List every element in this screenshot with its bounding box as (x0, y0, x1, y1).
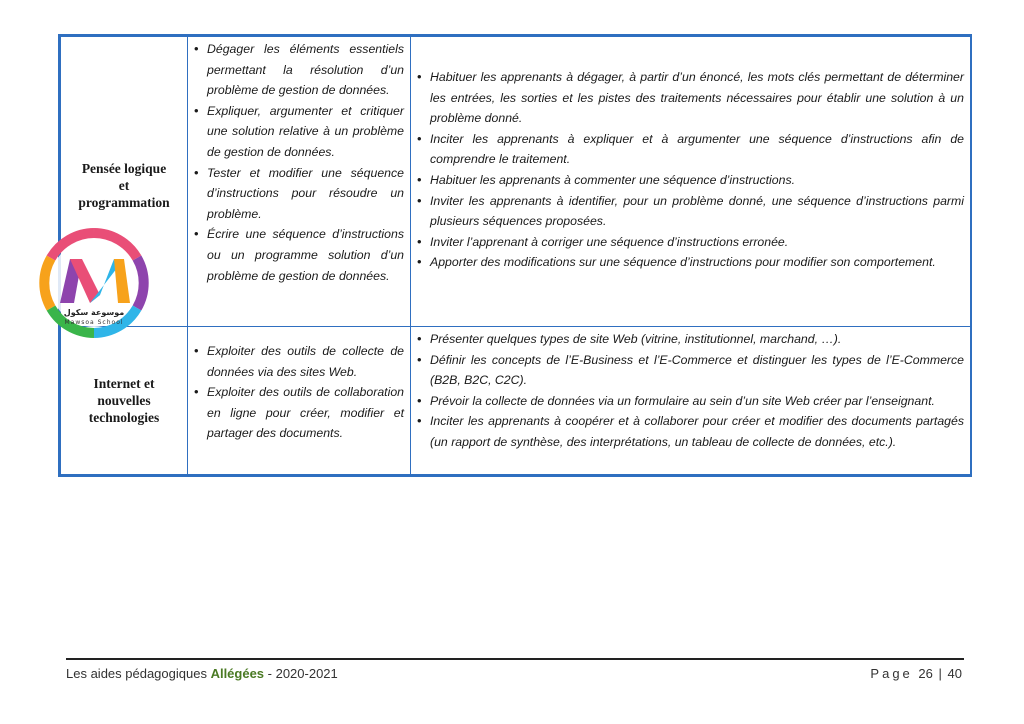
list-item: • Habituer les apprenants à dégager, à partir d’un énoncé, les mots clés permettant de déterminer les entrées, les sorties et les pistes des traitements nécessaires pour établir une solution à un problème donné. (413, 67, 964, 129)
theme-cell (61, 327, 188, 475)
activities-list (413, 329, 964, 453)
objectives-list (190, 341, 404, 444)
footer-title-prefix: Les aides pédagogiques (66, 666, 211, 681)
list-item: • Définir les concepts de l’E-Business et l’E-Commerce et distinguer les types de l’E-Commerce (B2B, B2C, C2C). (413, 350, 964, 391)
logo-arabic-text: موسوعة سكول (63, 308, 125, 317)
curriculum-grid (60, 36, 971, 475)
activities-cell (411, 37, 971, 327)
page-number (870, 666, 962, 681)
list-item: • Habituer les apprenants à commenter une séquence d’instructions. (413, 170, 964, 191)
page-label: Page (870, 666, 913, 681)
activities-list (413, 67, 964, 273)
watermark-logo (36, 225, 152, 341)
list-item: • Expliquer, argumenter et critiquer une solution relative à un problème de gestion de données. (190, 101, 404, 163)
list-item: • Tester et modifier une séquence d’instructions pour résoudre un problème. (190, 163, 404, 225)
list-item: • Inviter l’apprenant à corriger une séquence d’instructions erronée. (413, 232, 964, 253)
list-item: • Présenter quelques types de site Web (vitrine, institutionnel, marchand, …). (413, 329, 964, 350)
objectives-cell (188, 37, 411, 327)
page-current: 26 (918, 666, 933, 681)
footer-divider (66, 658, 964, 660)
theme-line: Internet et (93, 376, 155, 391)
theme-line: programmation (78, 195, 170, 210)
footer-title (66, 666, 338, 681)
list-item: • Apporter des modifications sur une séquence d’instructions pour modifier son comportement. (413, 252, 964, 273)
table-row (61, 37, 971, 327)
curriculum-table (58, 34, 972, 477)
list-item: • Inviter les apprenants à identifier, pour un problème donné, une séquence d’instructions parmi plusieurs séquences proposées. (413, 191, 964, 232)
objectives-list (190, 39, 404, 286)
footer-title-suffix: - 2020-2021 (264, 666, 338, 681)
footer-title-bold: Allégées (210, 666, 265, 681)
theme-line: nouvelles (97, 393, 151, 408)
list-item: • Exploiter des outils de collaboration en ligne pour créer, modifier et partager des documents. (190, 382, 404, 444)
list-item: • Inciter les apprenants à coopérer et à collaborer pour créer et modifier des documents partagés (un rapport de synthèse, des interprétations, un tableau de collecte de données, etc.). (413, 411, 964, 452)
list-item: • Prévoir la collecte de données via un formulaire au sein d’un site Web créer par l’enseignant. (413, 391, 964, 412)
logo-latin-text: Mawsoa School (64, 319, 124, 326)
theme-line: technologies (88, 410, 160, 425)
table-row (61, 327, 971, 475)
list-item: • Écrire une séquence d’instructions ou un programme solution d’un problème de gestion de données. (190, 224, 404, 286)
list-item: • Dégager les éléments essentiels permettant la résolution d’un problème de gestion de données. (190, 39, 404, 101)
theme-line: Pensée logique (81, 161, 167, 176)
page-total: 40 (947, 666, 962, 681)
objectives-cell (188, 327, 411, 475)
list-item: • Inciter les apprenants à expliquer et à argumenter une séquence d’instructions afin de comprendre le traitement. (413, 129, 964, 170)
theme-line: et (118, 178, 130, 193)
activities-cell (411, 327, 971, 475)
list-item: • Exploiter des outils de collecte de données via des sites Web. (190, 341, 404, 382)
page-separator: | (938, 666, 942, 681)
